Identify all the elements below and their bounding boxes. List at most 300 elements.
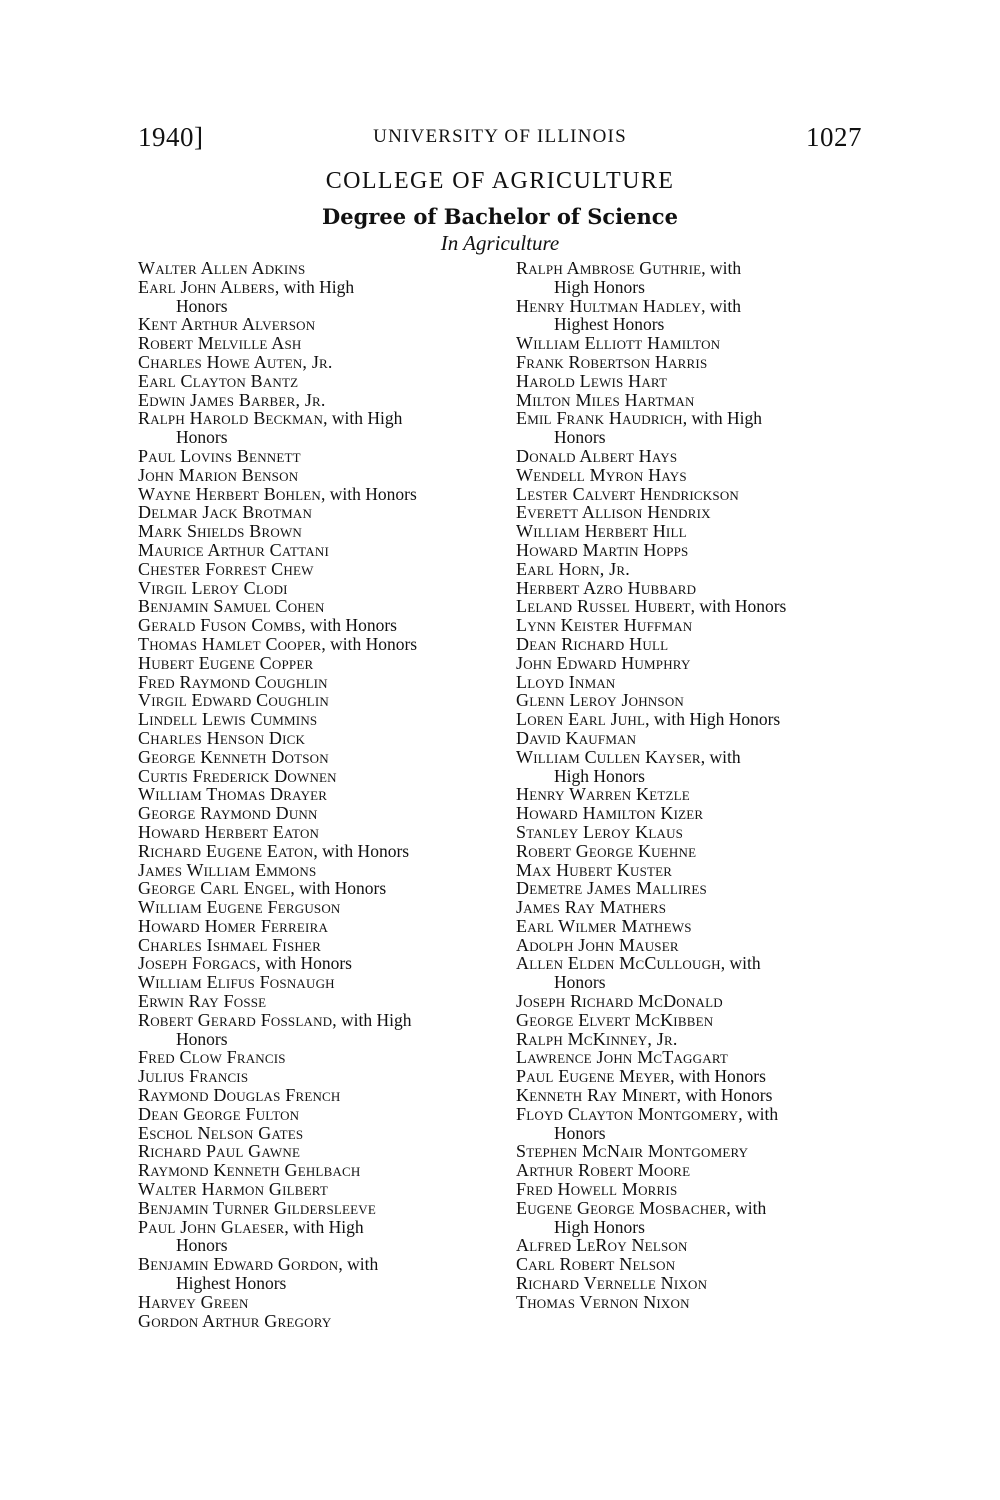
graduate-entry [516, 1255, 876, 1274]
graduate-entry-line [138, 259, 500, 278]
graduate-name: William Cullen Kayser [516, 746, 701, 767]
graduate-name: Raymond Douglas French [138, 1085, 341, 1106]
graduate-entry [516, 1105, 876, 1143]
graduate-name: Gordon Arthur Gregory [138, 1310, 332, 1331]
degree-title: Degree of Bachelor of Science [322, 204, 678, 229]
graduate-name: Eugene George Mosbacher [516, 1197, 727, 1218]
graduate-name: Robert Melville Ash [138, 333, 302, 354]
honors-note: , with Honors [301, 615, 397, 636]
honors-note: , with [700, 746, 741, 767]
graduate-entry-line [516, 673, 876, 692]
graduate-name: Benjamin Turner Gildersleeve [138, 1197, 377, 1218]
graduate-entry [138, 1312, 500, 1331]
graduate-entry [516, 1274, 876, 1293]
graduate-name: Fred Howell Morris [516, 1179, 678, 1200]
graduate-entry [516, 1236, 876, 1255]
graduate-name: Robert Gerard Fossland [138, 1009, 333, 1030]
graduate-entry [516, 1142, 876, 1161]
graduate-entry [516, 1086, 876, 1105]
honors-note-continued: Honors [554, 1122, 606, 1143]
graduate-entry [516, 541, 876, 560]
graduate-name: Delmar Jack Brotman [138, 502, 313, 523]
graduate-entry [138, 1255, 500, 1293]
graduate-entry-line [516, 1067, 876, 1086]
graduate-name: Lester Calvert Hendrickson [516, 483, 740, 504]
graduate-entry [138, 409, 500, 447]
graduate-entry-line [138, 879, 500, 898]
graduate-name: Thomas Hamlet Cooper [138, 633, 322, 654]
honors-note: , with Honors [321, 483, 417, 504]
graduate-entry [516, 673, 876, 692]
graduate-name: Earl Clayton Bantz [138, 370, 299, 391]
honors-note: , with [701, 258, 742, 278]
graduate-entry [138, 1161, 500, 1180]
graduate-name: Arthur Robert Moore [516, 1160, 691, 1181]
graduate-name: Dean Richard Hull [516, 633, 669, 654]
graduate-entry-line [138, 1255, 500, 1274]
graduate-entry [138, 1105, 500, 1124]
graduate-entry [516, 466, 876, 485]
graduate-entry-line [138, 409, 500, 428]
graduate-name: Glenn Leroy Johnson [516, 690, 685, 711]
graduate-name: Harold Lewis Hart [516, 370, 668, 391]
graduate-entry-line [516, 898, 876, 917]
graduate-entry-line [138, 447, 500, 466]
graduate-entry-line [138, 936, 500, 955]
honors-note: , with High [682, 408, 762, 429]
graduate-entry-line [516, 579, 876, 598]
graduate-name: Walter Harmon Gilbert [138, 1179, 328, 1200]
honors-note: , with [720, 953, 761, 974]
graduate-entry-line [516, 729, 876, 748]
graduate-entry-line [516, 1161, 876, 1180]
graduate-entry [138, 992, 500, 1011]
graduate-entry [138, 503, 500, 522]
graduate-entry [516, 1293, 876, 1312]
graduate-entry-line [516, 616, 876, 635]
graduate-entry-line [138, 954, 500, 973]
honors-note-continued: Honors [176, 1235, 228, 1256]
graduate-entry-line [138, 1161, 500, 1180]
honors-note: , with High [332, 1009, 412, 1030]
graduate-entry [516, 1161, 876, 1180]
graduate-entry-line [138, 353, 500, 372]
honors-note: , with [726, 1197, 767, 1218]
graduate-entry-line [516, 1086, 876, 1105]
graduate-name: George Kenneth Dotson [138, 746, 329, 767]
graduate-entry [138, 823, 500, 842]
graduate-entry [516, 579, 876, 598]
graduate-name: Herbert Azro Hubbard [516, 577, 697, 598]
graduate-name: Carl Robert Nelson [516, 1254, 676, 1275]
graduate-entry-line [516, 597, 876, 616]
graduate-name: Max Hubert Kuster [516, 859, 673, 880]
graduate-entry [516, 259, 876, 297]
graduate-name: Fred Clow Francis [138, 1047, 286, 1068]
graduate-entry [138, 861, 500, 880]
graduate-name: Walter Allen Adkins [138, 258, 306, 278]
graduate-name: Virgil Leroy Clodi [138, 577, 288, 598]
graduate-name: Mark Shields Brown [138, 521, 303, 542]
graduate-name: Adolph John Mauser [516, 934, 679, 955]
graduate-entry-line [138, 748, 500, 767]
graduate-name: James William Emmons [138, 859, 317, 880]
graduate-name: Richard Vernelle Nixon [516, 1273, 708, 1294]
graduate-entry-line [516, 861, 876, 880]
graduate-entry-line [138, 391, 500, 410]
graduate-entry [138, 635, 500, 654]
graduate-entry [138, 879, 500, 898]
graduate-entry [516, 447, 876, 466]
graduate-name: Richard Eugene Eaton [138, 840, 314, 861]
graduate-entry-line [516, 804, 876, 823]
graduate-entry [516, 785, 876, 804]
graduate-entry-line [516, 372, 876, 391]
graduate-entry-line [138, 1293, 500, 1312]
graduate-name: Maurice Arthur Cattani [138, 539, 329, 560]
graduate-entry-line [138, 1086, 500, 1105]
graduate-entry [138, 1124, 500, 1143]
graduate-entry [138, 804, 500, 823]
graduate-entry-line [138, 1048, 500, 1067]
graduate-entry [516, 710, 876, 729]
graduate-name: Howard Hamilton Kizer [516, 803, 704, 824]
graduate-name: Lynn Keister Huffman [516, 615, 693, 636]
graduate-entry [516, 917, 876, 936]
honors-note-continued: Highest Honors [554, 314, 665, 335]
graduate-entry-line [516, 1105, 876, 1124]
graduate-name: Chester Forrest Chew [138, 558, 314, 579]
graduate-entry-line [138, 691, 500, 710]
graduate-name: William Herbert Hill [516, 521, 687, 542]
graduate-entry-line [516, 1011, 876, 1030]
honors-note: , with High [323, 408, 403, 429]
honors-note-continued: Honors [176, 295, 228, 316]
graduate-entry [138, 973, 500, 992]
graduate-name: Eschol Nelson Gates [138, 1122, 304, 1143]
graduate-entry-line [138, 654, 500, 673]
graduate-entry-line [138, 616, 500, 635]
graduate-entry-line [138, 466, 500, 485]
graduate-entry [138, 673, 500, 692]
graduate-entry [516, 353, 876, 372]
graduate-entry-line [516, 1030, 876, 1049]
graduate-name: Kenneth Ray Minert [516, 1085, 677, 1106]
graduate-entry-line [516, 1293, 876, 1312]
graduate-entry [516, 1048, 876, 1067]
graduate-entry [138, 785, 500, 804]
graduate-name: Lindell Lewis Cummins [138, 709, 318, 730]
graduate-entry-line [516, 879, 876, 898]
graduate-name: James Ray Mathers [516, 897, 667, 918]
graduate-entry-line [138, 372, 500, 391]
graduate-name: Robert George Kuehne [516, 840, 697, 861]
graduate-name: Milton Miles Hartman [516, 389, 695, 410]
graduate-entry-line [138, 278, 500, 297]
graduate-entry-line [516, 1142, 876, 1161]
graduate-name: Harvey Green [138, 1291, 249, 1312]
honors-note: , with High [274, 276, 355, 297]
graduate-name: Henry Warren Ketzle [516, 784, 690, 805]
graduate-entry-line [138, 673, 500, 692]
graduate-entry [138, 334, 500, 353]
graduate-entry-line [516, 992, 876, 1011]
graduate-name: Loren Earl Juhl [516, 709, 646, 730]
honors-note: , with [738, 1103, 779, 1124]
honors-note-continued: Honors [554, 427, 606, 448]
graduate-name: Wayne Herbert Bohlen [138, 483, 322, 504]
graduate-name: Frank Robertson Harris [516, 351, 708, 372]
graduate-name: Alfred LeRoy Nelson [516, 1235, 688, 1256]
graduate-entry-line [516, 522, 876, 541]
honors-note: , with Honors [290, 878, 387, 899]
honors-note-continued: High Honors [554, 276, 645, 297]
graduate-entry-line [516, 710, 876, 729]
graduate-entry-line [516, 353, 876, 372]
honors-note: , with High [284, 1216, 364, 1237]
graduate-entry-line [138, 579, 500, 598]
graduate-entry-line [138, 767, 500, 786]
graduate-entry [516, 954, 876, 992]
graduate-name: Lawrence John McTaggart [516, 1047, 729, 1068]
graduate-entry [138, 654, 500, 673]
graduate-entry-line [138, 710, 500, 729]
graduate-name: Ralph Ambrose Guthrie [516, 258, 702, 278]
graduate-name: Wendell Myron Hays [516, 464, 687, 485]
graduate-entry [516, 748, 876, 786]
graduate-entry-line [138, 1011, 500, 1030]
graduate-name: George Carl Engel [138, 878, 291, 899]
honors-note: , with Honors [321, 633, 418, 654]
graduate-entry [516, 823, 876, 842]
graduate-name: Erwin Ray Fosse [138, 991, 267, 1012]
graduate-name: Benjamin Edward Gordon [138, 1254, 339, 1275]
graduate-entry [138, 1011, 500, 1049]
graduate-entry-line [516, 1236, 876, 1255]
graduate-entry-line [138, 1218, 500, 1237]
graduate-entry [138, 1086, 500, 1105]
graduate-entry [516, 1180, 876, 1199]
graduate-name: John Edward Humphry [516, 652, 691, 673]
graduate-entry [138, 767, 500, 786]
graduate-name: Raymond Kenneth Gehlbach [138, 1160, 361, 1181]
graduate-name: Paul John Glaeser [138, 1216, 285, 1237]
graduate-entry [138, 597, 500, 616]
honors-note: , with Honors [670, 1066, 766, 1087]
graduate-entry [138, 1142, 500, 1161]
graduate-entry-line [516, 1199, 876, 1218]
graduate-entry-line [516, 691, 876, 710]
graduate-entry [516, 729, 876, 748]
graduate-entry [516, 936, 876, 955]
graduate-entry-line [516, 541, 876, 560]
graduate-name: Stephen McNair Montgomery [516, 1141, 749, 1162]
graduate-entry [516, 898, 876, 917]
graduate-entry-line [516, 409, 876, 428]
graduate-entry [516, 597, 876, 616]
graduate-name: Leland Russel Hubert [516, 596, 691, 617]
honors-note-continued: Honors [554, 972, 606, 993]
graduate-name: William Eugene Ferguson [138, 897, 341, 918]
graduate-name: Ralph McKinney, Jr. [516, 1028, 678, 1049]
graduate-name: Paul Eugene Meyer [516, 1066, 671, 1087]
graduate-entry [138, 936, 500, 955]
graduate-name: Edwin James Barber, Jr. [138, 389, 326, 410]
graduate-name: Curtis Frederick Downen [138, 765, 337, 786]
graduate-name: Hubert Eugene Copper [138, 652, 314, 673]
graduate-entry-line [516, 842, 876, 861]
honors-note: , with Honors [313, 840, 410, 861]
graduate-entry [516, 297, 876, 335]
graduate-name: Emil Frank Haudrich [516, 408, 683, 429]
college-title: COLLEGE OF AGRICULTURE [325, 168, 675, 194]
graduate-entry [138, 522, 500, 541]
graduate-name: Gerald Fuson Combs [138, 615, 302, 636]
graduate-entry-line [516, 503, 876, 522]
graduate-entry [138, 1218, 500, 1256]
graduate-entry [138, 391, 500, 410]
graduate-entry-line [516, 1274, 876, 1293]
graduate-name: Henry Hultman Hadley [516, 295, 702, 316]
graduate-name: Fred Raymond Coughlin [138, 671, 328, 692]
graduate-entry [138, 372, 500, 391]
graduate-entry-line [138, 334, 500, 353]
graduate-entry [516, 485, 876, 504]
graduate-entry [138, 729, 500, 748]
graduate-entry-line [138, 1067, 500, 1086]
graduate-name: Benjamin Samuel Cohen [138, 596, 325, 617]
graduate-entry-line [138, 729, 500, 748]
year-label: 1940] [138, 122, 204, 152]
graduate-entry [138, 560, 500, 579]
graduate-entry [516, 334, 876, 353]
graduate-entry-line [516, 297, 876, 316]
graduate-entry-line [138, 804, 500, 823]
graduate-entry [516, 1030, 876, 1049]
graduate-name: Earl Wilmer Mathews [516, 915, 692, 936]
graduate-name: William Elliott Hamilton [516, 333, 721, 354]
graduate-entry-line [516, 917, 876, 936]
graduate-name: Howard Herbert Eaton [138, 821, 320, 842]
graduate-entry [516, 861, 876, 880]
graduate-name: Everett Allison Hendrix [516, 502, 711, 523]
graduate-name: Thomas Vernon Nixon [516, 1291, 690, 1312]
graduate-name: Dean George Fulton [138, 1103, 300, 1124]
graduate-entry [516, 635, 876, 654]
graduate-entry-line [138, 503, 500, 522]
graduate-entry [516, 560, 876, 579]
graduate-entry-line [138, 1180, 500, 1199]
graduate-entry [138, 447, 500, 466]
graduate-entry-line [516, 748, 876, 767]
graduate-entry-line [516, 785, 876, 804]
graduate-name: Howard Martin Hopps [516, 539, 689, 560]
honors-note-continued: High Honors [554, 1216, 645, 1237]
honors-note-continued: Honors [176, 1028, 228, 1049]
graduate-entry [516, 654, 876, 673]
graduate-name: John Marion Benson [138, 464, 299, 485]
graduate-entry [138, 1180, 500, 1199]
graduate-entry [138, 1293, 500, 1312]
graduate-entry [138, 917, 500, 936]
graduate-entry-line [138, 541, 500, 560]
graduate-name: Richard Paul Gawne [138, 1141, 301, 1162]
graduate-entry-line [516, 334, 876, 353]
graduate-name: William Elifus Fosnaugh [138, 972, 335, 993]
graduate-entry [138, 315, 500, 334]
graduate-entry-line [516, 654, 876, 673]
graduate-entry [138, 954, 500, 973]
institution-label: UNIVERSITY OF ILLINOIS [373, 126, 627, 147]
graduate-entry-line [516, 259, 876, 278]
graduate-name: Paul Lovins Bennett [138, 445, 301, 466]
graduate-entry-line [516, 936, 876, 955]
graduate-list-right [516, 259, 876, 1312]
graduate-entry-line [138, 635, 500, 654]
graduate-entry [516, 503, 876, 522]
graduate-entry-line [516, 1048, 876, 1067]
graduate-name: Stanley Leroy Klaus [516, 821, 684, 842]
graduate-name: Julius Francis [138, 1066, 249, 1087]
graduate-entry-line [138, 1105, 500, 1124]
graduate-name: Lloyd Inman [516, 671, 616, 692]
graduate-entry [516, 1011, 876, 1030]
graduate-entry-line [138, 560, 500, 579]
graduate-entry [138, 541, 500, 560]
graduate-entry [516, 616, 876, 635]
graduate-entry [138, 1048, 500, 1067]
graduate-entry [138, 1199, 500, 1218]
graduate-entry [138, 485, 500, 504]
graduate-entry [516, 1199, 876, 1237]
graduate-entry-line [516, 954, 876, 973]
graduate-entry-line [516, 1255, 876, 1274]
graduate-name: Charles Ishmael Fisher [138, 934, 321, 955]
graduate-entry-line [138, 315, 500, 334]
honors-note: , with Honors [256, 953, 352, 974]
honors-note: , with [338, 1254, 379, 1275]
graduate-entry [138, 710, 500, 729]
graduate-name: Howard Homer Ferreira [138, 915, 329, 936]
honors-note: , with Honors [690, 596, 787, 617]
graduate-entry [138, 898, 500, 917]
graduate-entry [138, 616, 500, 635]
graduate-name: Joseph Richard McDonald [516, 991, 723, 1012]
honors-note: , with Honors [676, 1085, 773, 1106]
graduate-entry [516, 879, 876, 898]
graduate-entry [516, 409, 876, 447]
graduate-entry [516, 391, 876, 410]
graduate-entry [138, 259, 500, 278]
graduate-entry [516, 992, 876, 1011]
graduate-entry-line [516, 560, 876, 579]
graduate-entry-line [138, 522, 500, 541]
graduate-entry-line [516, 466, 876, 485]
graduate-entry-line [516, 1180, 876, 1199]
field-title: In Agriculture [440, 231, 560, 255]
graduate-name: Donald Albert Hays [516, 445, 678, 466]
graduate-entry-line [138, 917, 500, 936]
graduate-entry [516, 691, 876, 710]
graduate-entry-line [516, 447, 876, 466]
graduate-entry [516, 804, 876, 823]
graduate-entry-line [138, 823, 500, 842]
honors-note-continued: Highest Honors [176, 1273, 287, 1294]
graduate-entry-line [138, 485, 500, 504]
graduate-name: Charles Howe Auten, Jr. [138, 351, 333, 372]
graduate-entry [138, 466, 500, 485]
graduate-name: Demetre James Mallires [516, 878, 707, 899]
